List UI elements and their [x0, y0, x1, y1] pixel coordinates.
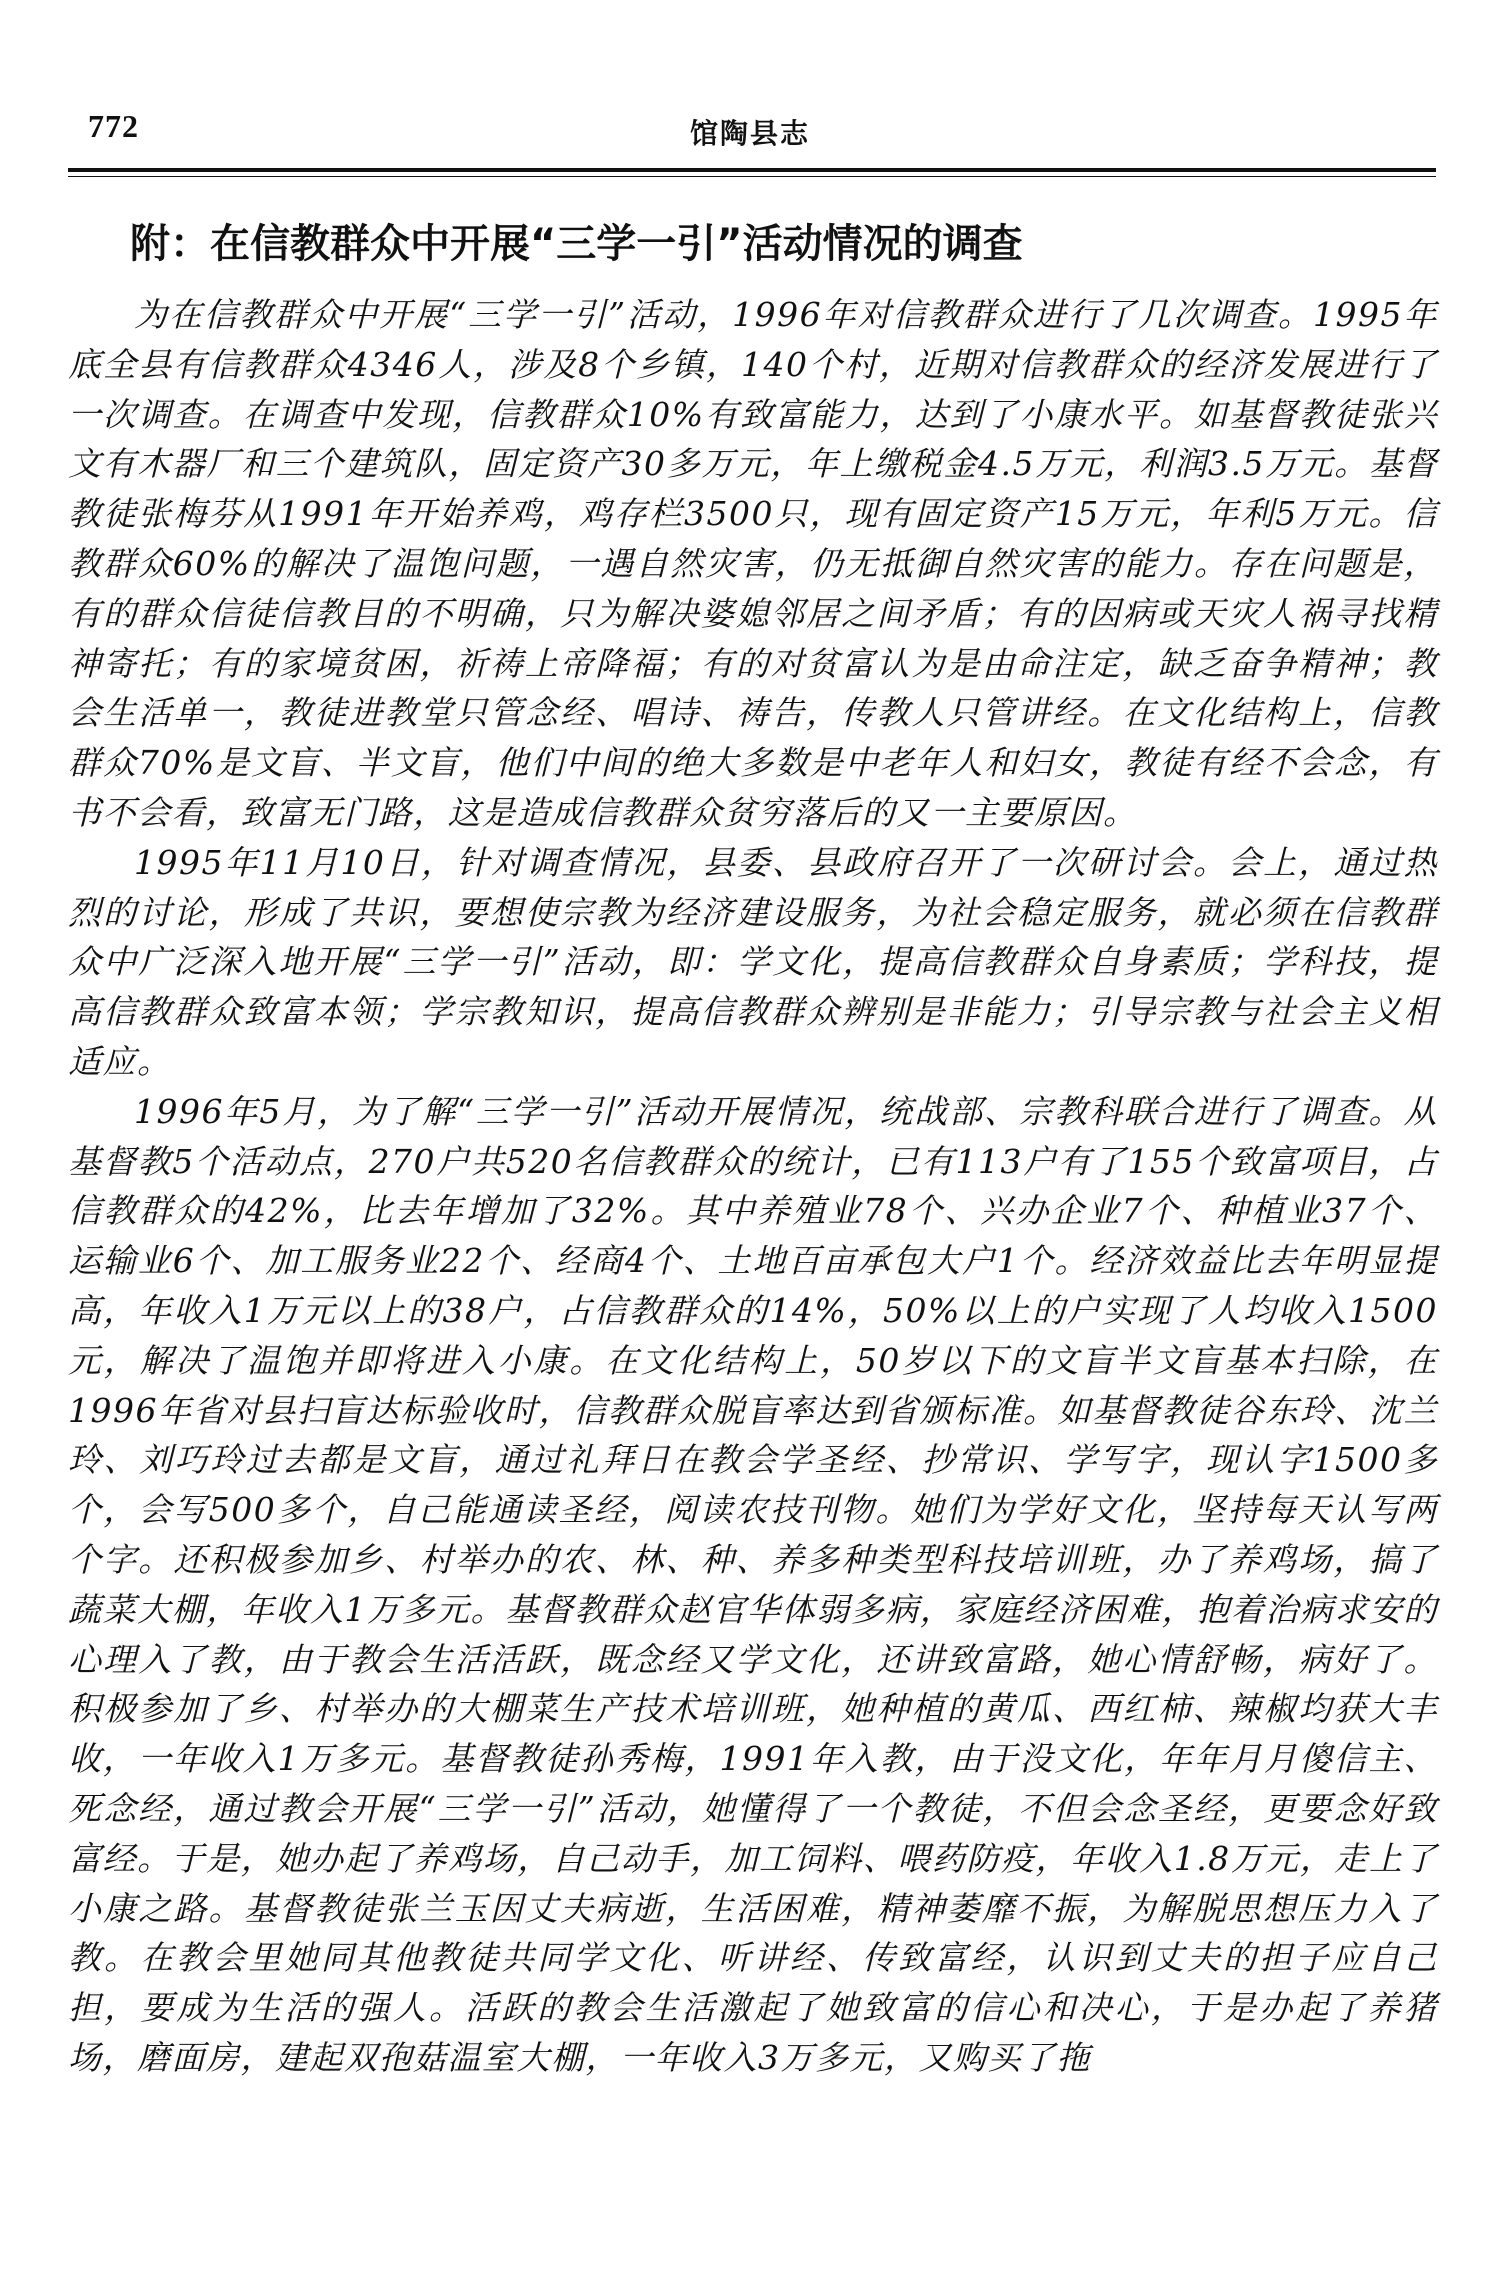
header-rule: [68, 168, 1436, 172]
paragraph-2: 1995年11月10日，针对调查情况，县委、县政府召开了一次研讨会。会上，通过热烈的讨论，形成了共识，要想使宗教为经济建设服务，为社会稳定服务，就必须在信教群众中广泛深入地开展“三学一引”活动，即：学文化，提高信教群众自身素质；学科技，提高信教群众致富本领；学宗教知识，提高信教群众辨别是非能力；引导宗教与社会主义相适应。: [68, 842, 1438, 1081]
paragraph-1: 为在信教群众中开展“三学一引”活动，1996年对信教群众进行了几次调查。1995年底全县有信教群众4346人，涉及8个乡镇，140个村，近期对信教群众的经济发展进行了一次调查。在调查中发现，信教群众10%有致富能力，达到了小康水平。如基督教徒张兴文有木器厂和三个建筑队，固定资产30多万元，年上缴税金4.5万元，利润3.5万元。基督教徒张梅芬从1991年开始养鸡，鸡存栏3500只，现有固定资产15万元，年利5万元。信教群众60%的解决了温饱问题，一遇自然灾害，仍无抵御自然灾害的能力。存在问题是，有的群众信徒信教目的不明确，只为解决婆媳邻居之间矛盾；有的因病或天灾人祸寻找精神寄托；有的家境贫困，祈祷上帝降福；有的对贫富认为是由命注定，缺乏奋争精神；教会生活单一，教徒进教堂只管念经、唱诗、祷告，传教人只管讲经。在文化结构上，信教群众70%是文盲、半文盲，他们中间的绝大多数是中老年人和妇女，教徒有经不会念，有书不会看，致富无门路，这是造成信教群众贫穷落后的又一主要原因。: [68, 295, 1438, 832]
running-title: 馆陶县志: [689, 117, 810, 150]
article-title: 附：在信教群众中开展“三学一引”活动情况的调查: [130, 221, 1023, 267]
paragraph-3: 1996年5月，为了解“三学一引”活动开展情况，统战部、宗教科联合进行了调查。从基督教5个活动点，270户共520名信教群众的统计，已有113户有了155个致富项目，占信教群众的42%，比去年增加了32%。其中养殖业78个、兴办企业7个、种植业37个、运输业6个、加工服务业22个、经商4个、土地百亩承包大户1个。经济效益比去年明显提高，年收入1万元以上的38户，占信教群众的14%，50%以上的户实现了人均收入1500元，解决了温饱并即将进入小康。在文化结构上，50岁以下的文盲半文盲基本扫除，在1996年省对县扫盲达标验收时，信教群众脱盲率达到省颁标准。如基督教徒谷东玲、沈兰玲、刘巧玲过去都是文盲，通过礼拜日在教会学圣经、抄常识、学写字，现认字1500多个，会写500多个，自己能通读圣经，阅读农技刊物。她们为学好文化，坚持每天认写两个字。还积极参加乡、村举办的农、林、种、养多种类型科技培训班，办了养鸡场，搞了蔬菜大棚，年收入1万多元。基督教群众赵官华体弱多病，家庭经济困难，抱着治病求安的心理入了教，由于教会生活活跃，既念经又学文化，还讲致富路，她心情舒畅，病好了。积极参加了乡、村举办的大棚菜生产技术培训班，她种植的黄瓜、西红柿、辣椒均获大丰收，一年收入1万多元。基督教徒孙秀梅，1991年入教，由于没文化，年年月月傻信主、死念经，通过教会开展“三学一引”活动，她懂得了一个教徒，不但会念圣经，更要念好致富经。于是，她办起了养鸡场，自己动手，加工饲料、喂药防疫，年收入1.8万元，走上了小康之路。基督教徒张兰玉因丈夫病逝，生活困难，精神萎靡不振，为解脱思想压力入了教。在教会里她同其他教徒共同学文化、听讲经、传致富经，认识到丈夫的担子应自己担，要成为生活的强人。活跃的教会生活激起了她致富的信心和决心，于是办起了养猪场，磨面房，建起双孢菇温室大棚，一年收入3万多元，又购买了拖: [68, 1091, 1438, 2077]
page-number: 772: [88, 108, 139, 144]
header-rule-thin: [68, 176, 1436, 177]
article-body: [68, 290, 1438, 2083]
